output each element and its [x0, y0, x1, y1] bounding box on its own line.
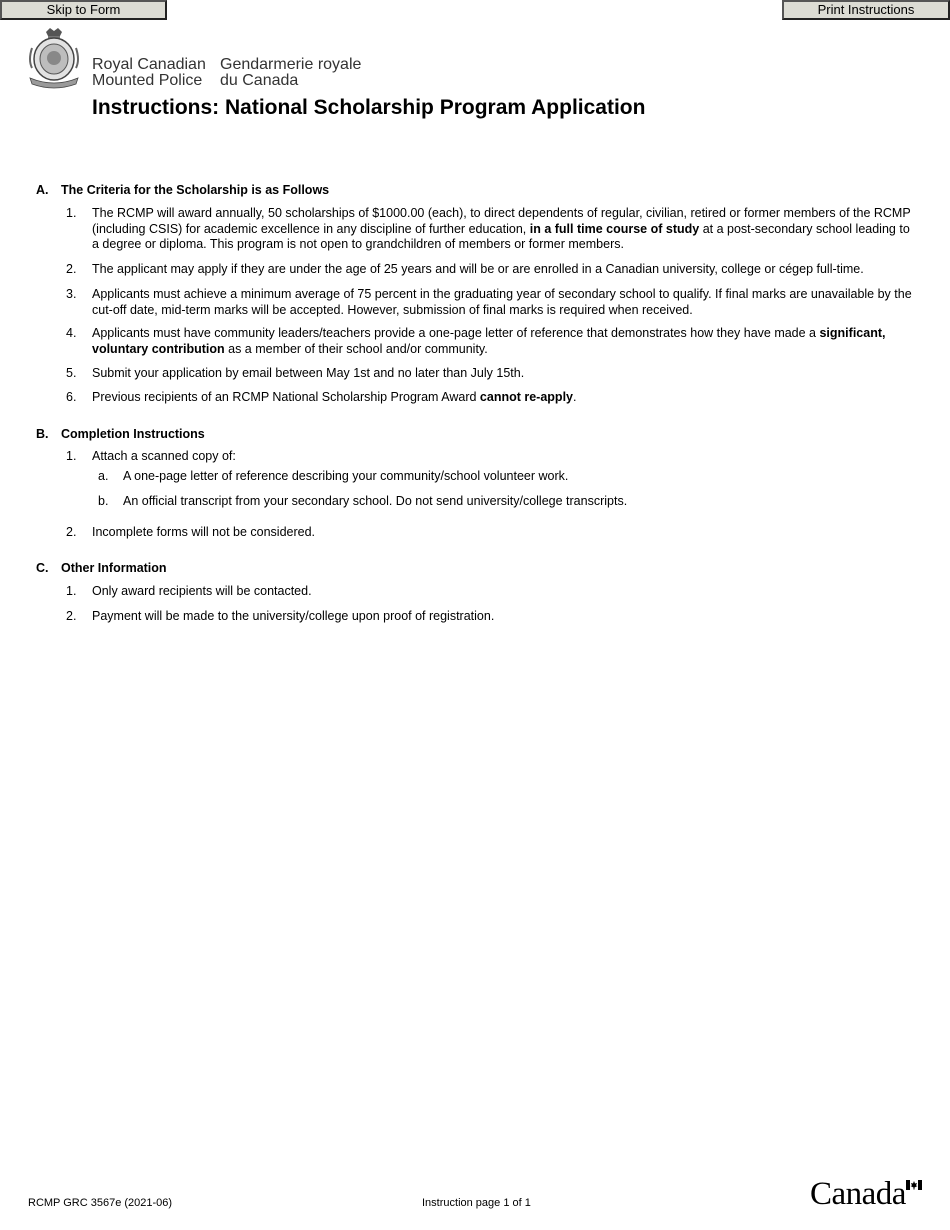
agency-fr-line2: du Canada	[220, 72, 299, 89]
section-a-heading	[36, 183, 329, 199]
item-text: The applicant may apply if they are under the age of 25 years and will be or are enrolled in a Canadian university, college or cégep full-time.	[92, 262, 864, 276]
page-indicator: Instruction page 1 of 1	[422, 1197, 531, 1209]
sub-item-letter: a.	[98, 469, 109, 483]
agency-fr-line1: Gendarmerie royale	[220, 56, 362, 73]
section-c-heading	[36, 561, 167, 577]
section-b-heading	[36, 427, 205, 443]
item-number: 1.	[66, 449, 77, 463]
item-text: at a post-secondary school leading to a degree or diploma. This program is not open to grandchildren of members or former members.	[92, 221, 910, 251]
list-item	[66, 390, 912, 406]
form-code: RCMP GRC 3567e (2021-06)	[28, 1197, 173, 1209]
item-number: 2.	[66, 609, 77, 623]
item-text: as a member of their school and/or community.	[224, 341, 488, 356]
section-title: Completion Instructions	[61, 427, 205, 441]
agency-name-french	[220, 57, 361, 89]
item-number: 4.	[66, 326, 77, 340]
item-text: .	[573, 390, 577, 404]
list-item	[66, 262, 912, 278]
agency-name-english	[92, 57, 206, 89]
item-number: 3.	[66, 287, 77, 301]
canada-wordmark: Canada	[810, 1176, 906, 1212]
item-number: 2.	[66, 262, 77, 276]
list-item	[66, 584, 912, 600]
section-letter: A.	[36, 183, 49, 197]
section-title: The Criteria for the Scholarship is as Follows	[61, 183, 330, 197]
item-text: Incomplete forms will not be considered.	[92, 525, 316, 539]
section-title: Other Information	[61, 561, 167, 575]
rcmp-crest-icon	[26, 26, 82, 90]
item-text: Attach a scanned copy of:	[92, 449, 236, 463]
section-letter: B.	[36, 427, 49, 441]
skip-to-form-button[interactable]: Skip to Form	[0, 0, 167, 20]
item-text: The RCMP will award annually, 50 scholarships of $1000.00 (each), to direct dependents of regular, civilian, retired or former members of the RCMP (including CSIS) for academic excellence in any discipline of further education,	[92, 206, 911, 236]
item-text-emphasis: in a full time course of study	[529, 221, 700, 236]
item-number: 1.	[66, 584, 77, 598]
list-item	[66, 326, 912, 357]
agency-en-line1: Royal Canadian	[92, 56, 206, 73]
item-text: Payment will be made to the university/college upon proof of registration.	[92, 609, 495, 623]
list-item	[66, 206, 912, 253]
flag-icon	[906, 1180, 922, 1190]
item-number: 1.	[66, 206, 77, 220]
item-number: 5.	[66, 366, 77, 380]
list-item	[66, 366, 912, 382]
list-item	[66, 525, 912, 541]
item-text: Applicants must have community leaders/teachers provide a one-page letter of reference that demonstrates how they have made a	[92, 326, 820, 340]
item-text: Previous recipients of an RCMP National Scholarship Program Award	[92, 390, 480, 404]
section-letter: C.	[36, 561, 49, 575]
item-number: 2.	[66, 525, 77, 539]
agency-en-line2: Mounted Police	[92, 72, 203, 89]
item-text-emphasis: significant, voluntary contribution	[92, 326, 886, 356]
item-text: Applicants must achieve a minimum average of 75 percent in the graduating year of secondary school to qualify. If final marks are unavailable by the cut-off date, mid-term marks will be accepted. However, submission of final marks is required when received.	[92, 287, 912, 317]
list-item	[66, 449, 912, 465]
item-number: 6.	[66, 390, 77, 404]
sub-item-text: An official transcript from your secondary school. Do not send university/college transcripts.	[123, 494, 628, 508]
sub-list-item	[98, 494, 898, 510]
sub-item-text: A one-page letter of reference describing your community/school volunteer work.	[123, 469, 569, 483]
page-title: Instructions: National Scholarship Program Application	[92, 96, 646, 119]
sub-list-item	[98, 469, 898, 485]
list-item	[66, 287, 912, 318]
list-item	[66, 609, 912, 625]
sub-item-letter: b.	[98, 494, 109, 508]
item-text: Only award recipients will be contacted.	[92, 584, 312, 598]
print-instructions-button[interactable]: Print Instructions	[782, 0, 950, 20]
item-text-emphasis: cannot re-apply	[479, 390, 573, 404]
item-text: Submit your application by email between May 1st and no later than July 15th.	[92, 366, 525, 380]
